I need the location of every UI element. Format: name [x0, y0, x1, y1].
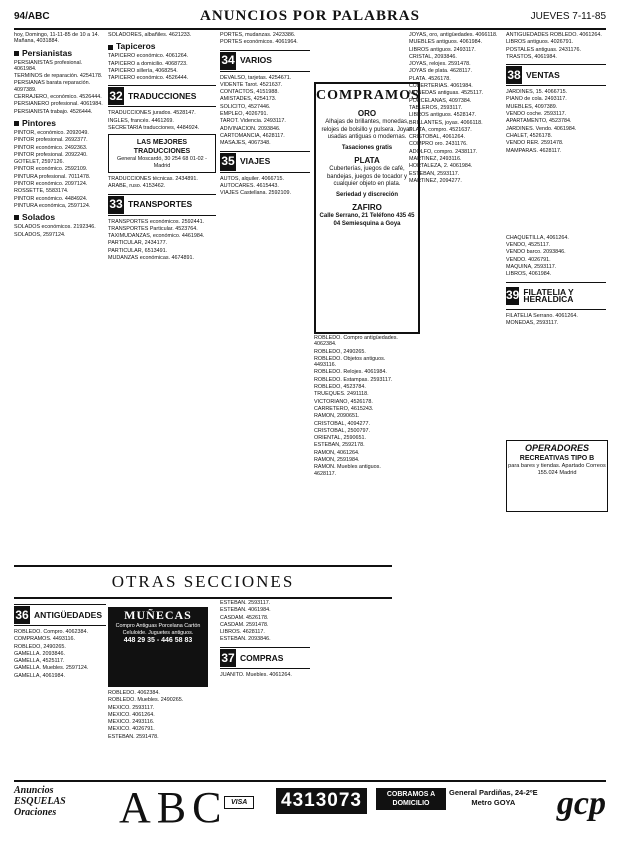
list-item: TRANSPORTES Particular. 4523764. — [108, 225, 198, 232]
list-item: PORTES económicos. 4061964. — [220, 39, 298, 46]
footer-banner — [14, 780, 606, 844]
list-item: CONTACTOS, 4151988. — [220, 89, 279, 96]
list-item: VIAJES Castellana. 2592109. — [220, 190, 292, 197]
heading-pintores: Pintores — [14, 118, 106, 128]
list-item: PINTOR profesional. 2692377. — [14, 137, 88, 144]
list-item: COMPRAMOS. 4493116. — [14, 636, 76, 643]
list-item: ROBLEDO. Compro antigüedades. 4062384. — [314, 335, 398, 348]
column-antiguedades — [14, 600, 106, 778]
section-filatelia: 39 FILATELIA Y HERALDICA — [506, 282, 606, 310]
list-item: PINTURA económica, 2597124. — [14, 202, 91, 209]
list-item: HORTALEZA, 2. 4061984. — [409, 163, 473, 170]
list-item: GAMELLA, 4525117. — [14, 658, 65, 665]
list-item: MUEBLES, 4097389. — [506, 103, 558, 110]
list-item: RAMON, 2090651. — [314, 413, 360, 420]
list-item: CRISTAL, 2093846. — [409, 53, 457, 60]
list-item: TERMINOS de reparación. 4254178. — [14, 73, 103, 80]
ad-subtitle: RECREATIVAS TIPO B — [519, 455, 595, 462]
list-item: CRISTOBAL, 4061264. — [409, 134, 465, 141]
list-item: MEXICO. 4061264. — [108, 711, 155, 718]
list-item: VENDO barco. 2093846. — [506, 249, 566, 256]
list-item: PINTOR profesional. 2092240. — [14, 151, 88, 158]
list-item: CRISTOBAL, 2500797. — [314, 427, 370, 434]
list-item: TRADUCCIONES técnicas. 2434891. — [108, 175, 198, 182]
bullet-square-icon — [14, 121, 19, 126]
list-item: AMISTADES, 4254173. — [220, 96, 277, 103]
list-item: MAQUINA, 2593117. — [506, 264, 557, 271]
list-item: ROBLEDO, 2490265. — [314, 348, 366, 355]
list-item: ARABE, ruso. 4153462. — [108, 183, 166, 190]
list-item: SOLADOS económicos. 2192346. — [14, 224, 96, 231]
list-item: BRILLANTES, joyas. 4066118. — [409, 119, 483, 126]
list-item: TRADUCCIONES jurados. 4528147. — [108, 110, 196, 117]
list-item: MEXICO. 2593117. — [108, 704, 155, 711]
list-item: MARTINEZ, 2493116. — [409, 156, 462, 163]
list-item: FILATELIA Serrano. 4061264. — [506, 312, 578, 319]
list-item: VENDO RER. 2591478. — [506, 140, 564, 147]
metro-line: Metro GOYA — [471, 798, 516, 807]
list-item: PLATA, compro. 4521637. — [409, 126, 472, 133]
list-item: LIBROS antiguos. 4026791. — [506, 39, 574, 46]
list-item: ORIENTAL, 2590651. — [314, 435, 367, 442]
list-item: RAMON. Muebles antiguos. 4628117. — [314, 464, 381, 477]
ad-text: Cuberterías, juegos de café, bandejas, juegos de tocador y cualquier objeto en plata. — [326, 166, 408, 187]
column-1 — [14, 32, 106, 560]
list-item: VENDO coche. 2593117. — [506, 111, 567, 118]
otras-secciones-banner: OTRAS SECCIONES — [14, 565, 392, 599]
bullet-square-icon — [14, 215, 19, 220]
list-item: ESTEBAN. 4061984. — [220, 607, 271, 614]
list-item: CUBERTERIAS. 4061984. — [409, 83, 473, 90]
list-item: JUANITO. Muebles. 4061264. — [220, 671, 292, 678]
list-item: GAMELLA. 2093846. — [14, 650, 65, 657]
list-item: TAPICERO sillería, 4068254. — [108, 67, 178, 74]
heading-tapiceros: Tapiceros — [108, 41, 216, 51]
list-item: AUTOCARES. 4615443. — [220, 182, 279, 189]
list-item: CERRAJERO, económico. 4526444. — [14, 94, 102, 101]
list-item: JOYAS, relojes. 2591478. — [409, 61, 471, 68]
ad-title: OPERADORES — [524, 443, 589, 453]
issue-date: JUEVES 7-11-85 — [530, 11, 606, 22]
section-viajes: 35 VIAJES — [220, 151, 310, 173]
list-item: DEVALSO, tarjetas. 4254671. — [220, 74, 292, 81]
list-item: MARTINEZ, 2094277. — [409, 177, 462, 184]
list-item: PERSIANERO profesional. 4061984. — [14, 101, 103, 108]
list-item: MONEDAS, 2593117. — [506, 319, 559, 326]
list-item: TABLEROS, 2593117. — [409, 104, 463, 111]
list-item: LIBROS, 4061984. — [506, 271, 552, 278]
gcp-logo: gcp — [556, 785, 606, 822]
list-item: TAXIMUDANZAS, económico. 4461984. — [108, 233, 205, 240]
list-item: CASDAM. 2591478. — [220, 621, 269, 628]
list-item: JOYAS, oro, antigüedades. 4066118. — [409, 32, 498, 38]
list-item: PIANO de cola. 2493117. — [506, 96, 567, 103]
list-item: LIBROS antiguos. 2493117. — [409, 46, 476, 53]
ad-address: General Moscardó, 30 254 68 01-02 - Madrid — [117, 156, 207, 169]
list-item: CARRETERO, 4615243. — [314, 405, 374, 412]
ad-company: ZAFIRO — [352, 203, 382, 212]
column-2b — [108, 690, 216, 778]
list-item: PINTOR económico. 2592109. — [14, 166, 88, 173]
ad-compramos — [314, 82, 420, 334]
list-item: MASAJES, 4067348. — [220, 140, 271, 147]
bullet-square-icon — [14, 51, 19, 56]
column-6 — [506, 32, 606, 780]
bullet-square-icon — [108, 45, 113, 50]
list-item: TAPICERO a domicilio. 4068723. — [108, 60, 188, 67]
section-ventas: 38 VENTAS — [506, 64, 606, 86]
list-item: RAMON, 4061264. — [314, 449, 360, 456]
list-item: RAMON, 2591984. — [314, 457, 360, 464]
footer-phone: 4313073 — [276, 788, 367, 814]
list-item: CRISTOBAL, 4094277. — [314, 420, 370, 427]
list-item: MEXICO. 2493116. — [108, 719, 155, 726]
ad-box-las-mejores — [108, 134, 216, 173]
footer-address — [449, 788, 538, 808]
list-item: GOTELET, 2597126. — [14, 159, 65, 166]
list-item: VENDO, 4525117. — [506, 242, 551, 249]
ad-phone: 448 29 35 - 446 58 83 — [123, 637, 193, 644]
list-item: CHALET, 4526178. — [506, 132, 553, 139]
list-item: ROBLEDO. Compro. 4062384. — [14, 629, 89, 635]
ad-address: Calle Serrano, 21 Teléfono 435 45 04 Semiesquina a Goya — [319, 213, 415, 227]
heading-solados: Solados — [14, 212, 106, 222]
visa-logo: VISA — [224, 796, 254, 809]
column-3 — [220, 32, 310, 560]
list-item: ROBLEDO. Estampas. 2593117. — [314, 376, 393, 383]
list-item: PLATA. 4526178. — [409, 75, 451, 82]
list-item: MEXICO. 4026791. — [108, 726, 155, 733]
section-antiguedades: 36 ANTIGÜEDADES — [14, 604, 106, 626]
list-item: ESTEBAN. 2093846. — [220, 636, 271, 643]
list-item: PORCELANAS, 4097384. — [409, 97, 472, 104]
list-item: PINTURA profesional. 7011478. — [14, 173, 91, 180]
list-item: POSTALES antiguas. 2431176. — [506, 46, 582, 53]
list-item: CARTOMANCIA, 4628117. — [220, 132, 285, 139]
list-item: ESTEBAN, 2593117. — [409, 170, 460, 177]
list-item: TRASTOS, 4061984. — [506, 53, 557, 60]
list-item: SOLADOS, 2597124. — [14, 231, 66, 238]
list-item: PERSIANISTA trabajo. 4526444. — [14, 108, 93, 115]
ad-text: Compro Antiguas Porcelana Cartón Celuloide. Juguetes antiguos. — [115, 623, 201, 636]
list-item: JOYAS de plata. 4628117. — [409, 68, 473, 75]
list-item: MUEBLES antiguos. 4061984. — [409, 39, 483, 46]
list-item: MUDANZAS económicas. 4674891. — [108, 255, 194, 262]
ad-title: MUÑECAS — [124, 608, 192, 622]
list-item: PARTICULAR, 2434177. — [108, 240, 168, 247]
list-item: SOLADORES, albañiles. 4621233. — [108, 32, 192, 38]
list-item: ADIVINACION. 2093846. — [220, 125, 281, 132]
page-number: 94/ABC — [14, 11, 50, 22]
list-item: ESTEBAN, 2592178. — [314, 442, 365, 449]
footer-cobramos: COBRAMOS A DOMICILIO — [376, 788, 446, 810]
list-item: ROSSETTE, 5583174. — [14, 188, 69, 195]
ad-text: para bares y tiendas. Apartado Correos 155.024 Madrid — [508, 463, 606, 476]
list-item: PINTOR económico. 2097124. — [14, 181, 88, 188]
page-header — [14, 8, 606, 30]
section-transportes: 33 TRANSPORTES — [108, 194, 216, 216]
list-item: VIDENTE Tarot. 4521637. — [220, 81, 283, 88]
list-item: PERSIANISTAS profesional. 4061984. — [14, 59, 83, 72]
ad-operadores — [506, 440, 608, 512]
list-item: TAPICERO económico. 4061264. — [108, 53, 189, 60]
column-3b — [220, 600, 310, 778]
list-item: COMPRO oro. 2431176. — [409, 141, 468, 148]
list-item: PERSIANAS barata reparación. 4097389. — [14, 80, 91, 93]
ad-text: Alhajas de brillantes, monedas, relojes de bolsillo y pulsera. Joyas usadas antiguas o modernas. — [321, 119, 413, 140]
intro-text: hoy, Domingo, 11-11-85 de 10 a 14. Mañana, 4031884. — [14, 32, 100, 45]
ad-munecas — [108, 607, 208, 687]
list-item: ESTEBAN. 2591478. — [108, 733, 159, 740]
list-item: VENDO. 4026791. — [506, 256, 551, 263]
column-5 — [409, 32, 501, 780]
list-item: APARTAMENTO, 4523784. — [506, 118, 572, 125]
list-item: TAROT. Videncia. 2493117. — [220, 118, 286, 125]
abc-logo: ABC — [119, 783, 228, 832]
list-item: PORTES, mudanzas. 2423386. — [220, 32, 296, 38]
list-item: EMPLEO, 4026791. — [220, 111, 268, 118]
section-compras: 37 COMPRAS — [220, 647, 310, 669]
ad-subtitle: ORO — [357, 109, 377, 118]
address-line: General Pardiñas, 24-2ºE — [449, 788, 538, 797]
list-item: PARTICULAR, 6513491. — [108, 247, 168, 254]
list-item: ROBLEDO. Muebles. 2490265. — [108, 697, 184, 704]
list-item: CHAQUETILLA, 4061264. — [506, 234, 569, 241]
section-traducciones: 32 TRADUCCIONES — [108, 85, 216, 107]
column-4 — [314, 335, 404, 780]
list-item: GAMELLA, 4061984. — [14, 672, 65, 679]
list-item: PINTOR económico. 2492363. — [14, 144, 88, 151]
list-item: ROBLEDO, 2490265. — [14, 643, 66, 650]
list-item: ROBLEDO, 4523784. — [314, 384, 366, 391]
footer-anuncios: Anuncios ESQUELAS Oraciones — [14, 785, 66, 818]
list-item: TRUEQUES. 2491118. — [314, 391, 369, 398]
section-varios: 34 VARIOS — [220, 50, 310, 72]
ad-text: Tasaciones gratis — [341, 144, 393, 151]
list-item: TAPICERO económico. 4526444. — [108, 75, 189, 82]
list-item: ROBLEDO. 4062384. — [108, 690, 160, 696]
heading-persianistas: Persianistas — [14, 48, 106, 58]
list-item: PINTOR económico. 4484924. — [14, 195, 88, 202]
list-item: TRANSPORTES económicos. 2592441. — [108, 218, 205, 225]
list-item: CASDAM. 4526178. — [220, 614, 269, 621]
list-item: LIBROS antiguos. 4528147. — [409, 112, 477, 119]
list-item: ROBLEDO. Objetos antiguos. 4493116. — [314, 355, 386, 369]
list-item: SOLICITO, 4527446. — [220, 103, 271, 110]
list-item: JARDINES. Vendo. 4061984. — [506, 125, 577, 132]
list-item: ANTIGUEDADES ROBLEDO. 4061264. — [506, 32, 602, 38]
list-item: INGLES, francés. 4461269. — [108, 117, 174, 124]
column-2 — [108, 32, 216, 560]
list-item: ESTEBAN. 2593117. — [220, 600, 271, 606]
ad-title: LAS MEJORES TRADUCCIONES — [133, 139, 191, 156]
section-title: ANUNCIOS POR PALABRAS — [200, 8, 420, 24]
ad-subtitle: PLATA — [354, 156, 380, 165]
list-item: ADOLFO, compro. 2438117. — [409, 148, 478, 155]
list-item: SECRETARIA traducciones, 4484924. — [108, 125, 200, 132]
list-item: JARDINES, 15. 4066715. — [506, 89, 568, 96]
list-item: PINTOR, económico. 2092049. — [14, 129, 89, 136]
list-item: GAMELLA. Muebles. 2597124. — [14, 665, 89, 672]
list-item: ROBLEDO. Relojes. 4061984. — [314, 369, 387, 376]
list-item: LIBROS. 4628117. — [220, 629, 265, 636]
ad-text: Seriedad y discreción — [335, 191, 399, 198]
list-item: AUTOS, alquiler. 4066715. — [220, 175, 285, 182]
list-item: MONEDAS antiguas. 4525117. — [409, 90, 484, 97]
list-item: VICTORIANO, 4526178. — [314, 398, 373, 405]
list-item: MAMPARAS. 4628117. — [506, 147, 562, 154]
ad-title: COMPRAMOS — [316, 88, 420, 103]
